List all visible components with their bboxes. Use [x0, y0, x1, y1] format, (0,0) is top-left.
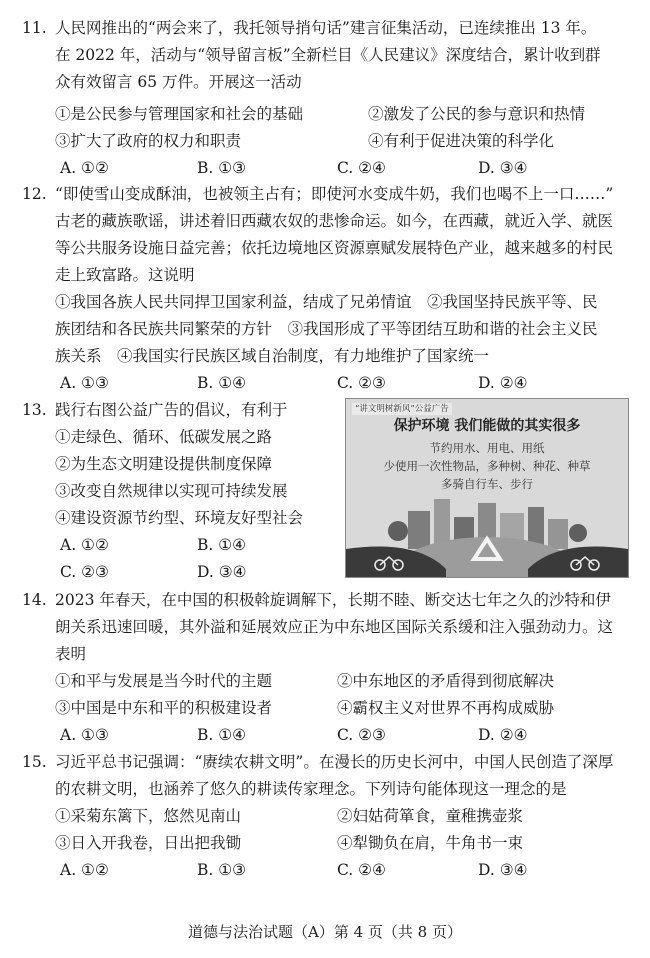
- public-service-poster: [345, 398, 629, 578]
- stem-line: 表明: [55, 645, 87, 663]
- option-4: ④犁锄负在肩，牛角书一束: [337, 834, 524, 852]
- stem-line: 等公共服务设施日益完善；依托边境地区资源禀赋发展特色产业，越来越多的村民: [55, 239, 614, 257]
- option-3: ③改变自然规律以实现可持续发展: [55, 482, 288, 500]
- options-line: 族关系 ④我国实行民族区域自治制度，有力地维护了国家统一: [55, 347, 490, 365]
- answer-d: D. ②④: [478, 726, 528, 744]
- question-number: 12.: [22, 185, 47, 203]
- option-1: ①采菊东篱下，悠然见南山: [55, 807, 242, 825]
- answer-b: B. ①③: [197, 861, 247, 879]
- answer-d: D. ③④: [478, 861, 528, 879]
- option-2: ②妇姑荷箪食，童稚携壶浆: [337, 807, 524, 825]
- answer-d: D. ②④: [478, 374, 528, 392]
- answer-c: C. ②③: [337, 726, 386, 744]
- options-line: 族团结和各民族共同繁荣的方针 ③我国形成了平等团结互助和谐的社会主义民: [55, 320, 598, 338]
- answer-b: B. ①④: [197, 536, 247, 554]
- answer-d: D. ③④: [197, 563, 247, 581]
- stem-line: “即使雪山变成酥油，也被领主占有；即使河水变成牛奶，我们也喝不上一口……”: [55, 185, 614, 203]
- stem-line: 2023 年春天，在中国的积极斡旋调解下，长期不睦、断交达七年之久的沙特和伊: [55, 591, 611, 609]
- stem-line: 走上致富路。这说明: [55, 266, 195, 284]
- option-1: ①和平与发展是当今时代的主题: [55, 672, 273, 690]
- answer-d: D. ③④: [478, 159, 528, 177]
- option-4: ④建设资源节约型、环境友好型社会: [55, 509, 304, 527]
- question-number: 15.: [22, 753, 47, 771]
- stem-line: 践行右图公益广告的倡议，有利于: [55, 401, 288, 419]
- stem-line: 古老的藏族歌谣，讲述着旧西藏农奴的悲惨命运。如今，在西藏，就近入学、就医: [55, 212, 614, 230]
- stem-line: 朗关系迅速回暖，其外溢和延展效应正为中东地区国际关系缓和注入强劲动力。这: [55, 618, 614, 636]
- answer-a: A. ①②: [60, 159, 109, 177]
- answer-a: A. ①②: [60, 861, 109, 879]
- option-4: ④有利于促进决策的科学化: [368, 132, 555, 150]
- answer-c: C. ②③: [60, 563, 109, 581]
- poster-line: 少使用一次性物品，多种树、种花、种草: [383, 459, 591, 473]
- stem-line: 习近平总书记强调：“赓续农耕文明”。在漫长的历史长河中，中国人民创造了深厚: [55, 753, 614, 771]
- options-line: ①我国各族人民共同捍卫国家利益，结成了兄弟情谊 ②我国坚持民族平等、民: [55, 293, 598, 311]
- option-4: ④霸权主义对世界不再构成威胁: [337, 699, 555, 717]
- answer-a: A. ①③: [60, 374, 109, 392]
- stem-line: 众有效留言 65 万件。开展这一活动: [55, 73, 302, 91]
- answer-a: A. ①③: [60, 726, 109, 744]
- question-number: 14.: [22, 591, 47, 609]
- answer-a: A. ①②: [60, 536, 109, 554]
- question-number: 13.: [22, 401, 47, 419]
- answer-c: C. ②④: [337, 861, 386, 879]
- option-1: ①是公民参与管理国家和社会的基础: [55, 105, 304, 123]
- answer-c: C. ②③: [337, 374, 386, 392]
- option-1: ①走绿色、循环、低碳发展之路: [55, 428, 273, 446]
- answer-c: C. ②④: [337, 159, 386, 177]
- stem-line: 人民网推出的“两会来了，我托领导捎句话”建言征集活动，已连续推出 13 年。: [55, 19, 597, 37]
- answer-b: B. ①③: [197, 159, 247, 177]
- poster-tag: “讲文明树新风”公益广告: [352, 403, 452, 415]
- answer-b: B. ①④: [197, 374, 247, 392]
- option-2: ②激发了公民的参与意识和热情: [368, 105, 586, 123]
- option-3: ③中国是中东和平的积极建设者: [55, 699, 273, 717]
- poster-line: 多骑自行车、步行: [441, 477, 533, 491]
- poster-title: 保护环境 我们能做的其实很多: [393, 418, 581, 434]
- page-footer: 道德与法治试题（A）第 4 页（共 8 页）: [188, 923, 462, 941]
- option-3: ③日入开我卷，日出把我锄: [55, 834, 242, 852]
- answer-b: B. ①④: [197, 726, 247, 744]
- option-3: ③扩大了政府的权力和职责: [55, 132, 242, 150]
- poster-line: 节约用水、用电、用纸: [429, 441, 545, 455]
- question-number: 11.: [22, 19, 47, 37]
- stem-line: 的农耕文明，也涵养了悠久的耕读传家理念。下列诗句能体现这一理念的是: [55, 780, 567, 798]
- option-2: ②中东地区的矛盾得到彻底解决: [337, 672, 555, 690]
- option-2: ②为生态文明建设提供制度保障: [55, 455, 273, 473]
- stem-line: 在 2022 年，活动与“领导留言板”全新栏目《人民建议》深度结合，累计收到群: [55, 46, 601, 64]
